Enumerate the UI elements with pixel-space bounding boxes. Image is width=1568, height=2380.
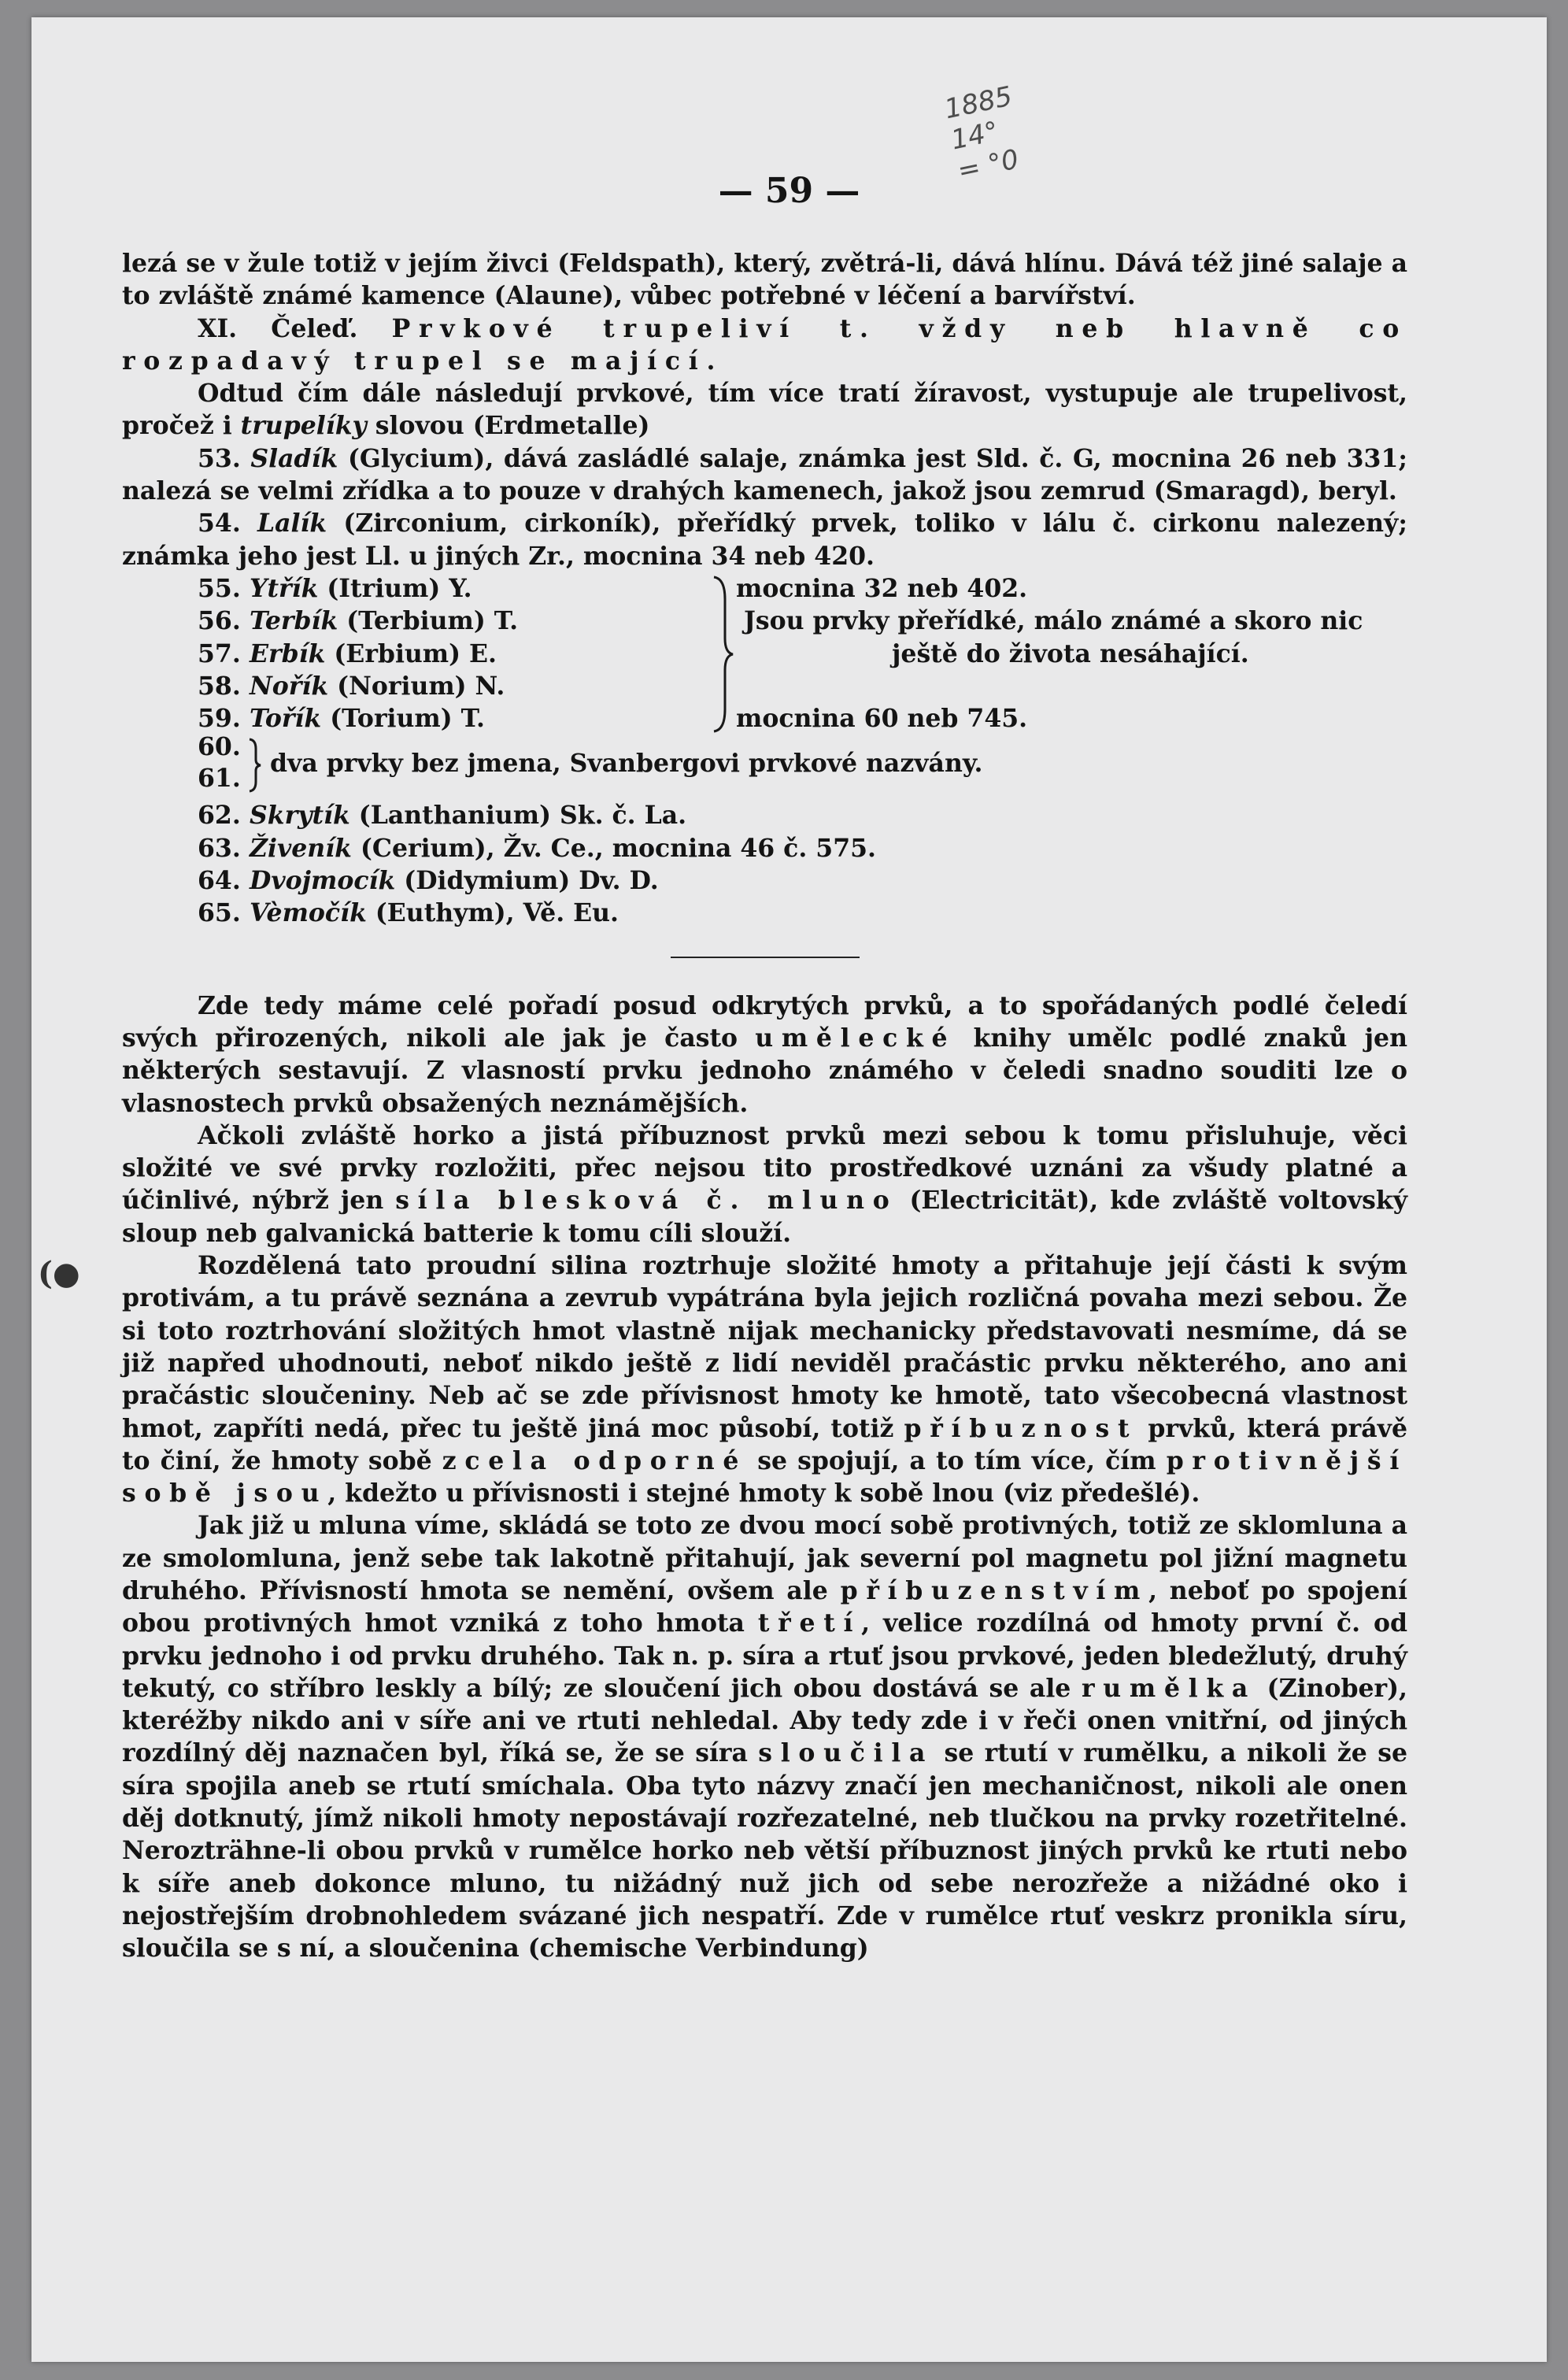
entry-text: (Glycium), dává zasládlé salaje, známka jest Sld. č. G, mocnina 26 neb 331; nalezá se velmi zřídka a to pouze v drahých kamenech, jakož jsou zemrud (Smaragd), beryl. [122,443,1407,506]
text-run: Ačkoli zvláště horko a jistá příbuznost prvků mezi sebou k tomu přisluhuje, věci složité ve své prvky rozložiti, přec nejsou tito prostředkové uznáni za všudy platné a účinlivé, nýbrž jen [122,1120,1407,1216]
list-item [198,670,1407,702]
text-run: slovou (Erdmetalle) [366,411,650,441]
spaced-term: sloučila [758,1738,934,1768]
element-name: Ytřík [250,573,319,603]
list-item [198,864,1407,897]
text-run: Odtud čím dále následují prvkové, tím více tratí žíravost, vystupuje ale trupelivost, pročež i [122,379,1407,441]
entry-number: 64. [198,866,241,896]
paragraph [122,1120,1407,1249]
entry-number: 62. [198,801,241,831]
entry-number: 54. [198,509,241,539]
section-divider [671,957,860,958]
text-run: (Zinober), kteréžby nikdo ani v síře ani ve rtuti nehledal. Aby tedy zde i v řeči onen vnitřní, od jiných rozdílný děj naznačen byl, říká se, že se síra [122,1673,1407,1768]
element-name: Dvojmocík [250,866,396,896]
spaced-term: rumělka [1081,1673,1257,1703]
entry-text: (Cerium), Žv. Ce., mocnina 46 č. 575. [352,833,876,863]
entry-number: 59. [198,704,241,734]
spaced-term: zcela odporné [442,1445,748,1475]
list-item [198,572,1407,605]
entry-text: (Erbium) E. [325,638,497,668]
text-run: se spojují, a to tím více, čím [747,1445,1167,1475]
brace-note: mocnina 32 neb 402. [736,573,1028,603]
entry-text: (Terbium) T. [338,606,519,636]
paragraph [122,1249,1407,1509]
entry-number: 56. [198,606,241,636]
italic-term: trupelíky [240,411,367,441]
element-pair [198,732,1407,799]
paragraph [122,1509,1407,1964]
element-name: Sladík [250,443,338,473]
section-label: XI. Čeleď. [198,313,358,343]
entry-text: (Norium) N. [328,671,505,701]
annotation-line: = °0 [955,143,1022,187]
brace-note: ještě do života nesáhající. [892,638,1249,668]
entry-text: (Torium) T. [321,704,485,734]
entry-text: (Euthym), Vě. Eu. [366,898,619,928]
element-list-braced [198,572,1407,735]
entry-text: dva prvky bez jmena, Svanbergovi prvkové nazvány. [270,749,983,779]
element-entry [122,507,1407,572]
spaced-term: příbuznost [904,1413,1138,1443]
entry-number: 55. [198,573,241,603]
element-name: Erbík [250,638,326,668]
spaced-term: příbuzenstvím [840,1575,1149,1605]
pair-numbers [198,731,245,794]
scanned-page [31,17,1547,2362]
entry-text: (Zirconium, cirkoník), přeřídký prvek, toliko v lálu č. cirkonu nalezený; známka jeho jest Ll. u jiných Zr., mocnina 34 neb 420. [122,509,1407,571]
list-item [198,832,1407,864]
spaced-term: protivnější sobě jsou [122,1445,1407,1508]
list-item [198,897,1407,929]
entry-number: 60. [198,732,241,762]
list-item [198,799,1407,831]
text-run: Jak již u mluna víme, skládá se toto ze dvou mocí sobě protivných, totiž ze sklomluna a ze smolomluna, jenž sebe tak lakotně přitahují, jak severní pol magnetu pol jižní magnetu druhého. Přívisností hmota se nemění, ovšem ale [122,1511,1407,1605]
spaced-term: síla blesková č. mluno [395,1186,898,1216]
section-title-spaced: Prvkové trupeliví t. vždy neb hlavně co rozpadavý trupel se mající. [122,313,1407,376]
text-run: se rtutí v rumělku, a nikoli že se síra spojila aneb se rtutí smíchala. Oba tyto názvy značí jen mechaničnost, nikoli ale onen děj dotknutý, jímž nikoli hmoty nepostávají rozřezatelné, neb tlučkou na prvky rozetřitelné. Nerozträhne-li obou prvků v rumělce horko neb větší příbuznost jiných prvků ke rtuti nebo k síře aneb dokonce mluno, tu nižádný nuž jich od sebe nerozřeže a nižádné oko i nejostřejším drobnohledem svázané jich nespatří. Zde v rumělce rtuť veskrz pronikla síru, sloučila se s ní, a sloučenina (chemische Verbindung) [122,1738,1407,1964]
annotation-line: 1885 [941,80,1015,126]
text-run: Zde tedy máme celé pořadí posud odkrytých prvků, a to spořádaných podlé čeledí svých přirozených, nikoli ale jak je často [122,990,1407,1053]
entry-number: 53. [198,443,241,473]
text-run: Rozdělená tato proudní silina roztrhuje složité hmoty a přitahuje její části k svým protivám, a tu právě seznána a zevrub vypátrána byla jejich rozličná povaha mezi sebou. Že si toto roztrhování složitých hmot vlastně nijak mechanicky představovati nesmíme, dá se již napřed uhodnouti, neboť nikdo ještě z lidí neviděl pračástic prvku některého, ano ani pračástic sloučeniny. Neb ač se zde přívisnost hmoty ke hmotě, tato všecobecná vlastnost hmot, zapříti nedá, přec tu ještě jiná moc působí, totiž [122,1251,1407,1443]
text-run: , kdežto u přívisnosti i stejné hmoty k sobě lnou (viz předešlé). [327,1479,1200,1508]
brace-note: mocnina 60 neb 745. [736,704,1028,734]
text-run: knihy umělc podlé znaků jen některých sestavují. Z vlasností prvku jednoho známého v čeledi snadno souditi lze o vlasnostech prvků obsažených neznámějších. [122,1023,1407,1118]
text-run: , neboť po spojení obou protivných hmot vzniká z toho hmota [122,1575,1407,1638]
text-run: (Electricität), kde zvláště voltovský sloup neb galvanická batterie k tomu cíli slouží. [122,1186,1408,1248]
list-item [198,702,1407,735]
entry-number: 57. [198,638,241,668]
text-run: prvků, která právě to činí, že hmoty sobě [122,1413,1407,1475]
entry-number: 63. [198,833,241,863]
element-name: Skrytík [250,801,350,831]
entry-number: 61. [198,764,241,794]
section-xi-heading [122,313,1407,378]
spaced-term: třetí [757,1608,862,1638]
entry-text: (Itrium) Y. [318,573,472,603]
element-name: Tořík [250,704,322,734]
paragraph [122,377,1407,442]
curly-brace-icon [246,738,262,793]
margin-mark: (● [38,1255,80,1292]
spaced-term: umělecké [755,1023,956,1053]
paragraph [122,990,1407,1120]
element-name: Vèmočík [250,898,367,928]
element-name: Živeník [250,833,352,863]
brace-note: Jsou prvky přeřídké, málo známé a skoro nic [744,606,1363,636]
entry-number: 65. [198,898,241,928]
list-item [198,605,1407,637]
element-list [198,799,1407,929]
text-run: , velice rozdílná od hmoty první č. od prvku jednoho i od prvku druhého. Tak n. p. síra a rtuť jsou prvkové, jeden bledežlutý, druhý tekutý, co stříbro leskly a bílý; ze sloučení jich obou dostává se ale [122,1608,1408,1703]
entry-text: (Lanthanium) Sk. č. La. [349,801,687,831]
element-name: Terbík [250,606,338,636]
annotation-line: 14° [948,115,1002,157]
element-name: Nořík [250,671,329,701]
list-item [198,638,1407,670]
paragraph: lezá se v žule totiž v jejím živci (Feldspath), který, zvětrá-li, dává hlínu. Dává též jiné salaje a to zvláště známé kamence (Alaune), vůbec potřebné v léčení a barvířství. [122,249,1407,311]
curly-brace-icon [711,576,734,733]
page-text [122,247,1407,1965]
page-number: — 59 — [718,171,860,211]
element-name: Lalík [257,509,327,539]
entry-text: (Didymium) Dv. D. [395,866,659,896]
element-entry [122,442,1407,508]
entry-number: 58. [198,671,241,701]
